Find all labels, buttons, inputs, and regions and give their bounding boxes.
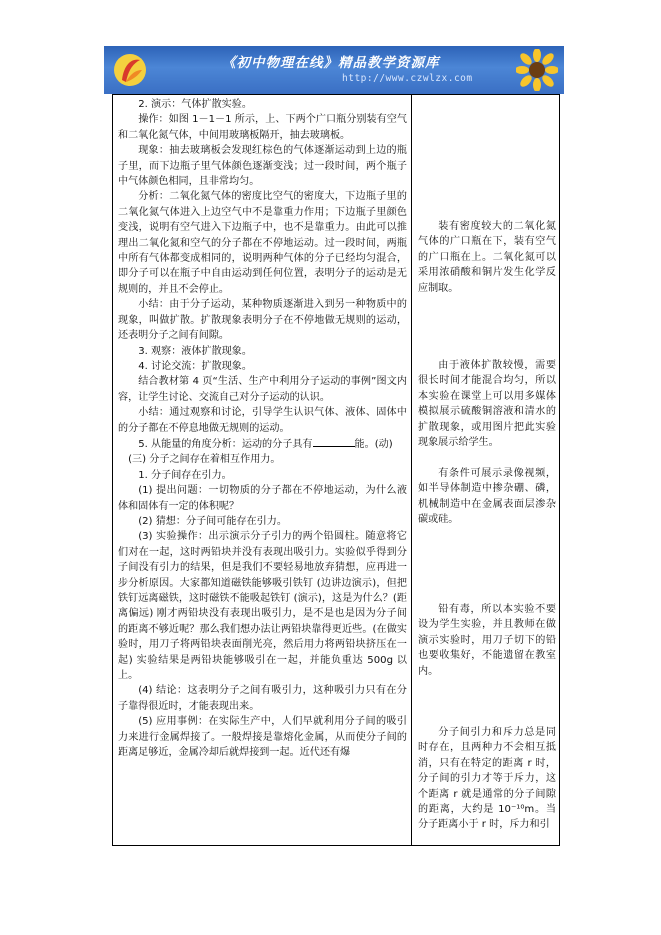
logo-icon	[112, 52, 148, 88]
paragraph: (3) 实验操作：出示演示分子引力的两个铅圆柱。随意将它们对在一起，这时两铅块并没有表现出吸引力。实验似乎得到分子间没有引力的结果，但是我们不要轻易地放弃猜想，应再进一步分析原因。大家都知道磁铁能够吸引铁钉 (边讲边演示)，但把铁钉远离磁铁，这时磁铁不能吸起铁钉 (演示)，这是为什么？(距离偏远) 刚才两铅块没有表现出吸引力，是不是也是因为分子间的距离不够近呢？那么我们想办法让两铅块靠得更近些。(在做实验时，用刀子将两铅块表面削光亮，然后用力将两铅块挤压在一起) 实验结果是两铅块能够吸引在一起，并能负重达 500g 以上。	[118, 531, 407, 682]
paragraph: (1) 提出问题：一切物质的分子都在不停地运动，为什么液体和固体有一定的体积呢？	[118, 485, 407, 512]
column-divider	[411, 95, 412, 845]
paragraph: (4) 结论：这表明分子之间有吸引力，这种吸引力只有在分子靠得很近时，才能表现出来。	[118, 685, 407, 712]
teaching-note: 分子间引力和斥力总是同时存在，且两种力不会相互抵消，只有在特定的距离 r 时，分子间的引力才等于斥力，这个距离 r 就是通常的分子间隙的距离，大约是 10⁻¹⁰m。当分子距离小于 r 时，斥力和引	[418, 727, 556, 831]
fill-blank-question	[118, 436, 407, 452]
teaching-note: 装有密度较大的二氧化氮气体的广口瓶在下，装有空气的广口瓶在上。二氧化氮可以采用浓硝酸和铜片发生化学反应制取。	[418, 221, 556, 294]
teaching-note: 有条件可展示录像视频，如半导体制造中掺杂硼、磷，机械制造中在金属表面层渗杂碳或硅。	[418, 468, 556, 526]
header-banner	[104, 46, 564, 94]
sunflower-icon	[516, 49, 558, 91]
paragraph: 小结：由于分子运动，某种物质逐渐进入到另一种物质中的现象，叫做扩散。扩散现象表明分子在不停地做无规则的运动，还表明分子之间有间隙。	[118, 299, 407, 342]
teaching-note: 由于液体扩散较慢，需要很长时间才能混合均匀，所以本实验在课堂上可以用多媒体模拟展示硫酸铜溶液和清水的扩散现象，或用图片把此实验现象展示给学生。	[418, 360, 556, 449]
lesson-process-column	[118, 97, 407, 760]
answer-blank	[313, 436, 355, 447]
paragraph: (5) 应用事例：在实际生产中，人们早就利用分子间的吸引力来进行金属焊接了。一般焊接是靠熔化金属，从而使分子间的距离足够近，金属冷却后就焊接到一起。近代还有爆	[118, 716, 407, 759]
paragraph: (2) 猜想：分子间可能存在引力。	[138, 515, 287, 527]
paragraph: 操作：如图 1－1－1 所示，上、下两个广口瓶分别装有空气和二氧化氮气体，中间用玻璃板隔开，抽去玻璃板。	[118, 114, 407, 141]
paragraph: 1. 分子间存在引力。	[138, 469, 232, 481]
paragraph: 3. 观察：液体扩散现象。	[138, 345, 252, 357]
paragraph: 结合教材第 4 页“生活、生产中利用分子运动的事例”图文内容，让学生讨论、交流自己对分子运动的认识。	[118, 376, 407, 403]
paragraph: 小结：通过观察和讨论，引导学生认识气体、液体、固体中的分子都在不停息地做无规则的运动。	[118, 407, 407, 434]
paragraph: 分析：二氧化氮气体的密度比空气的密度大，下边瓶子里的二氧化氮气体进入上边空气中不是靠重力作用；下边瓶子里颜色变浅，说明有空气进入下边瓶子中，也不是靠重力。由此可以推理出二氧化氮和空气的分子都在不停地运动。过一段时间，两瓶中所有气体都变成相同的，说明两种气体的分子已经均匀混合，即分子可以在瓶子中自由运动到任何位置，表明分子的运动是无规则的，并且不会停止。	[118, 191, 407, 295]
paragraph: 现象：抽去玻璃板会发现红棕色的气体逐渐运动到上边的瓶子里，而下边瓶子里气体颜色逐渐变浅；过一段时间，两个瓶子中气体颜色相同，且非常均匀。	[118, 145, 407, 188]
lesson-table	[112, 94, 560, 846]
banner-url[interactable]: http://www.czwlzx.com	[342, 73, 473, 84]
question-answer: 能。(动)	[354, 438, 393, 450]
question-text: 5. 从能量的角度分析：运动的分子具有	[138, 438, 313, 450]
paragraph: 2. 演示：气体扩散实验。	[138, 99, 252, 110]
teaching-note: 铅有毒，所以本实验不要设为学生实验，并且教师在做演示实验时，用刀子切下的铅也要收集好，不能遗留在教室内。	[418, 604, 556, 677]
banner-title: 《初中物理在线》精品教学资源库	[222, 55, 440, 71]
section-heading: (三) 分子之间存在着相互作用力。	[128, 454, 281, 466]
paragraph: 4. 讨论交流：扩散现象。	[138, 360, 252, 372]
